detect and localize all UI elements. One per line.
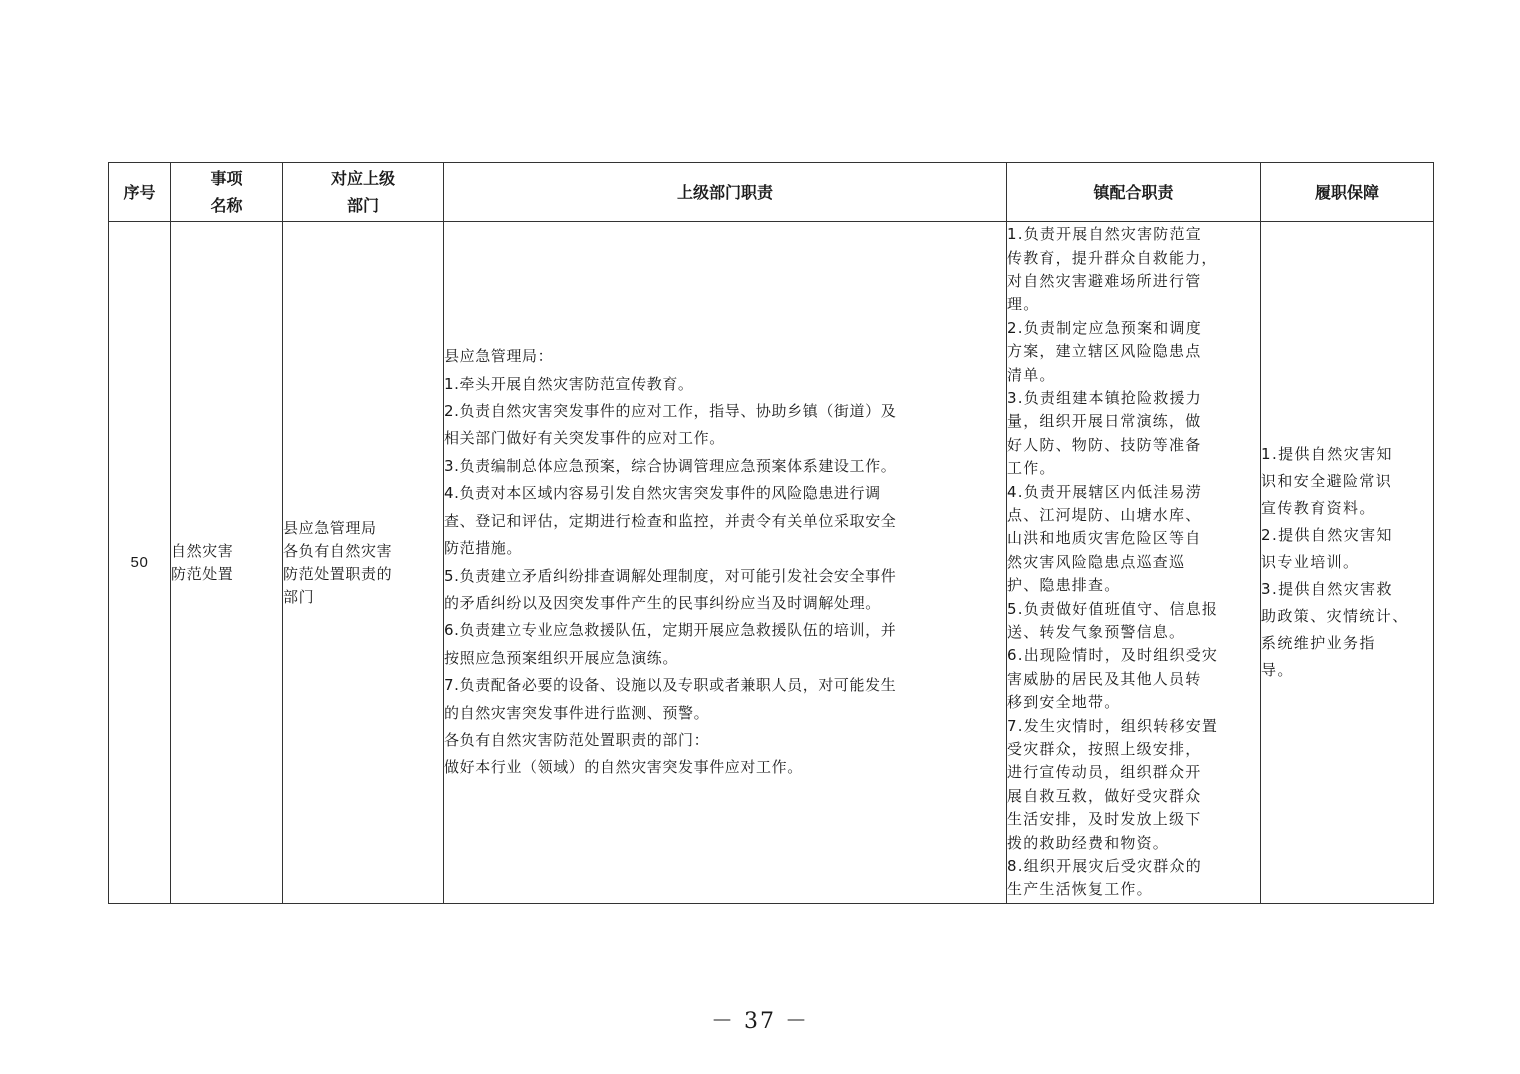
duty-table	[108, 162, 1434, 904]
row-upper-duties	[444, 222, 1007, 904]
row-upper-dept	[283, 222, 444, 904]
header-upper-dept: 对应上级 部门	[283, 163, 444, 222]
header-upper-duties: 上级部门职责	[444, 163, 1007, 222]
header-item-name: 事项 名称	[171, 163, 283, 222]
row-guarantee-text: 1.提供自然灾害知 识和安全避险常识 宣传教育资料。 2.提供自然灾害知 识专业培训。 3.提供自然灾害救 助政策、灾情统计、 系统维护业务指 导。	[1261, 445, 1409, 679]
header-no: 序号	[109, 163, 171, 222]
header-row	[109, 163, 1434, 222]
table-row	[109, 222, 1434, 904]
header-town-duties: 镇配合职责	[1007, 163, 1261, 222]
row-guarantee	[1261, 222, 1434, 904]
page-number: － 37 －	[711, 1009, 809, 1034]
row-no-text: 50	[130, 554, 149, 571]
row-item-name	[171, 222, 283, 904]
header-guarantee: 履职保障	[1261, 163, 1434, 222]
row-item-name-text: 自然灾害 防范处置	[171, 541, 234, 583]
row-town-duties	[1007, 222, 1261, 904]
row-no	[109, 222, 171, 904]
row-upper-dept-text: 县应急管理局 各负有自然灾害 防范处置职责的 部门	[283, 518, 393, 606]
row-upper-duties-text: 县应急管理局： 1.牵头开展自然灾害防范宣传教育。 2.负责自然灾害突发事件的应对工作，指导、协助乡镇（街道）及 相关部门做好有关突发事件的应对工作。 3.负责编制总体应急预案，综合协调管理应急预案体系建设工作。 4.负责对本区域内容易引发自然灾害突发事件的风险隐患进行调 查、登记和评估，定期进行检查和监控，并责令有关单位采取安全 防范措施。 5.负责建立矛盾纠纷排查调解处理制度，对可能引发社会安全事件 的矛盾纠纷以及因突发事件产生的民事纠纷应当及时调解处理。 6.负责建立专业应急救援队伍，定期开展应急救援队伍的培训，并 按照应急预案组织开展应急演练。 7.负责配备必要的设备、设施以及专职或者兼职人员，对可能发生 的自然灾害突发事件进行监测、预警。 各负有自然灾害防范处置职责的部门： 做好本行业（领域）的自然灾害突发事件应对工作。	[444, 347, 897, 777]
row-town-duties-text: 1.负责开展自然灾害防范宣 传教育，提升群众自救能力， 对自然灾害避难场所进行管 理。 2.负责制定应急预案和调度 方案，建立辖区风险隐患点 清单。 3.负责组建本镇抢险救援力 量，组织开展日常演练，做 好人防、物防、技防等准备 工作。 4.负责开展辖区内低洼易涝 点、江河堤防、山塘水库、 山洪和地质灾害危险区等自 然灾害风险隐患点巡查巡 护、隐患排查。 5.负责做好值班值守、信息报 送、转发气象预警信息。 6.出现险情时，及时组织受灾 害威胁的居民及其他人员转 移到安全地带。 7.发生灾情时，组织转移安置 受灾群众，按照上级安排， 进行宣传动员，组织群众开 展自救互救，做好受灾群众 生活安排，及时发放上级下 拨的救助经费和物资。 8.组织开展灾后受灾群众的 生产生活恢复工作。	[1007, 225, 1219, 899]
